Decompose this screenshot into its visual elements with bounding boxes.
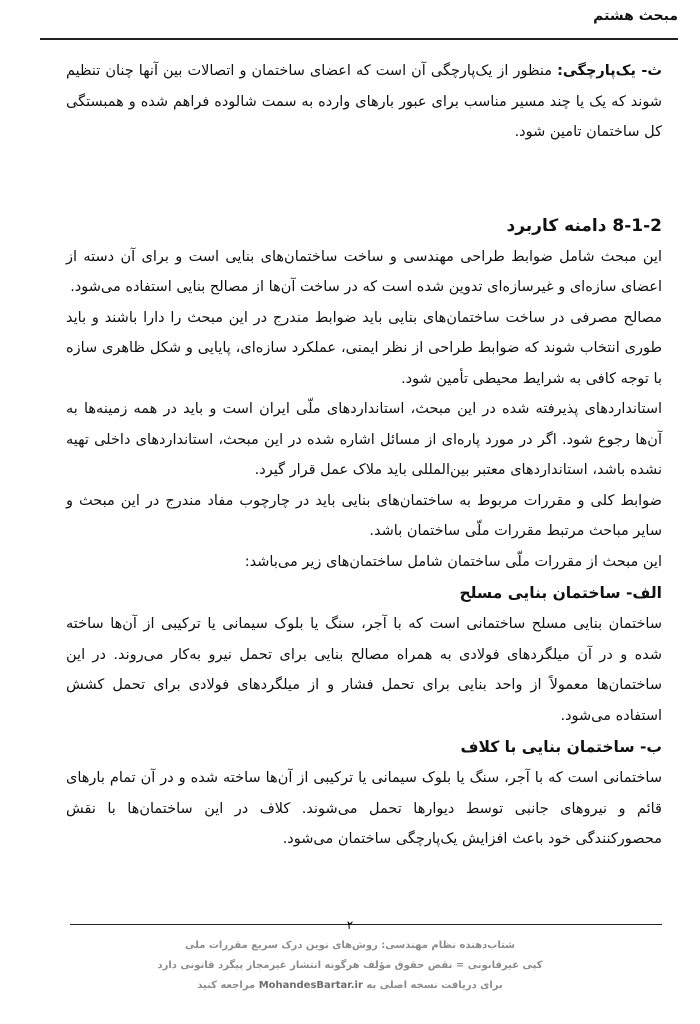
watermark-line-3 [0,976,700,996]
header-rule [40,38,678,40]
page-body [66,56,662,855]
page-number: ۲ [346,918,354,932]
subsection-a-text: ساختمان بنایی مسلح ساختمانی است که با آجر، سنگ یا بلوک سیمانی یا ترکیبی از آن‌ها ساخته شده و در آن میلگردهای فولادی به همراه مصالح بنایی برای تحمل نیرو به‌کار می‌روند. در این ساختمان‌ها معمولاً از واحد بنایی برای تحمل فشار و از میلگردهای فولادی برای تحمل کشش استفاده می‌شود. [66,616,662,724]
subsection-b-title: ب- ساختمان بنایی با کلاف [460,738,662,756]
subsection-b-text: ساختمانی است که با آجر، سنگ یا بلوک سیمانی یا ترکیبی از آن‌ها ساخته شده و در آن تمام بارهای قائم و نیروهای جانبی توسط دیوارها تحمل می‌شوند. کلاف در این ساختمان‌ها با نقش محصورکنندگی خود باعث افزایش یک‌پارچگی ساختمان می‌شود. [66,770,662,847]
watermark-line-3-prefix: برای دریافت نسخه اصلی به [366,980,503,991]
item-tha-text: منظور از یک‌پارچگی آن است که اعضای ساختمان و اتصالات بین آنها چنان تنظیم شوند که یک یا چند مسیر مناسب برای عبور بارهای وارده به سمت شالوده فراهم شده و همبستگی کل ساختمان تامین شود. [66,63,662,140]
section-title: 8-1-2 دامنه کاربرد [506,215,662,236]
paragraph-scope: این مبحث شامل ضوابط طراحی مهندسی و ساخت ساختمان‌های بنایی است و برای آن دسته از اعضای سازه‌ای و غیرسازه‌ای تدوین شده است که در ساخت آن‌ها از مصالح بنایی استفاده می‌شود. [66,248,662,295]
watermark-line-2: کپی غیرقانونی = نقض حقوق مؤلف هرگونه انتشار غیرمجاز پیگرد قانونی دارد [157,960,543,971]
paragraph-standards: استانداردهای پذیرفته شده در این مبحث، استانداردهای ملّی ایران است و باید در همه زمینه‌ها به آن‌ها رجوع شود. اگر در مورد پاره‌ای از مسائل اشاره شده در این مبحث، استانداردهای داخلی تهیه نشده باشد، استانداردهای معتبر بین‌المللی باید ملاک عمل قرار گیرد. [66,401,662,478]
watermark-line-3-suffix: مراجعه کنید [197,980,256,991]
running-title: مبحث هشتم [593,8,678,24]
spacer [66,148,662,210]
subsection-a-title: الف- ساختمان بنایی مسلح [459,584,662,602]
item-tha-paragraph [66,56,662,148]
watermark [0,936,700,996]
paragraph-materials: مصالح مصرفی در ساخت ساختمان‌های بنایی باید ضوابط مندرج در این مبحث را دارا باشند و باید طوری انتخاب شوند که ضوابط طراحی از نظر ایمنی، عملکرد سازه‌ای، پایایی و شکل ظاهری سازه با توجه کافی به شرایط محیطی تأمین شود. [66,309,662,387]
item-tha-label: ث- یک‌پارچگی: [557,63,663,79]
paragraph-regulations: ضوابط کلی و مقررات مربوط به ساختمان‌های بنایی باید در چارچوب مفاد مندرج در این مبحث و سایر مباحث مرتبط مقررات ملّی ساختمان باشد. [66,492,662,539]
watermark-site-link[interactable]: MohandesBartar.ir [258,980,363,991]
watermark-line-1: شتاب‌دهنده نظام مهندسی: روش‌های نوین درک سریع مقررات ملی [185,940,515,951]
paragraph-includes: این مبحث از مقررات ملّی ساختمان شامل ساختمان‌های زیر می‌باشد: [244,553,662,570]
